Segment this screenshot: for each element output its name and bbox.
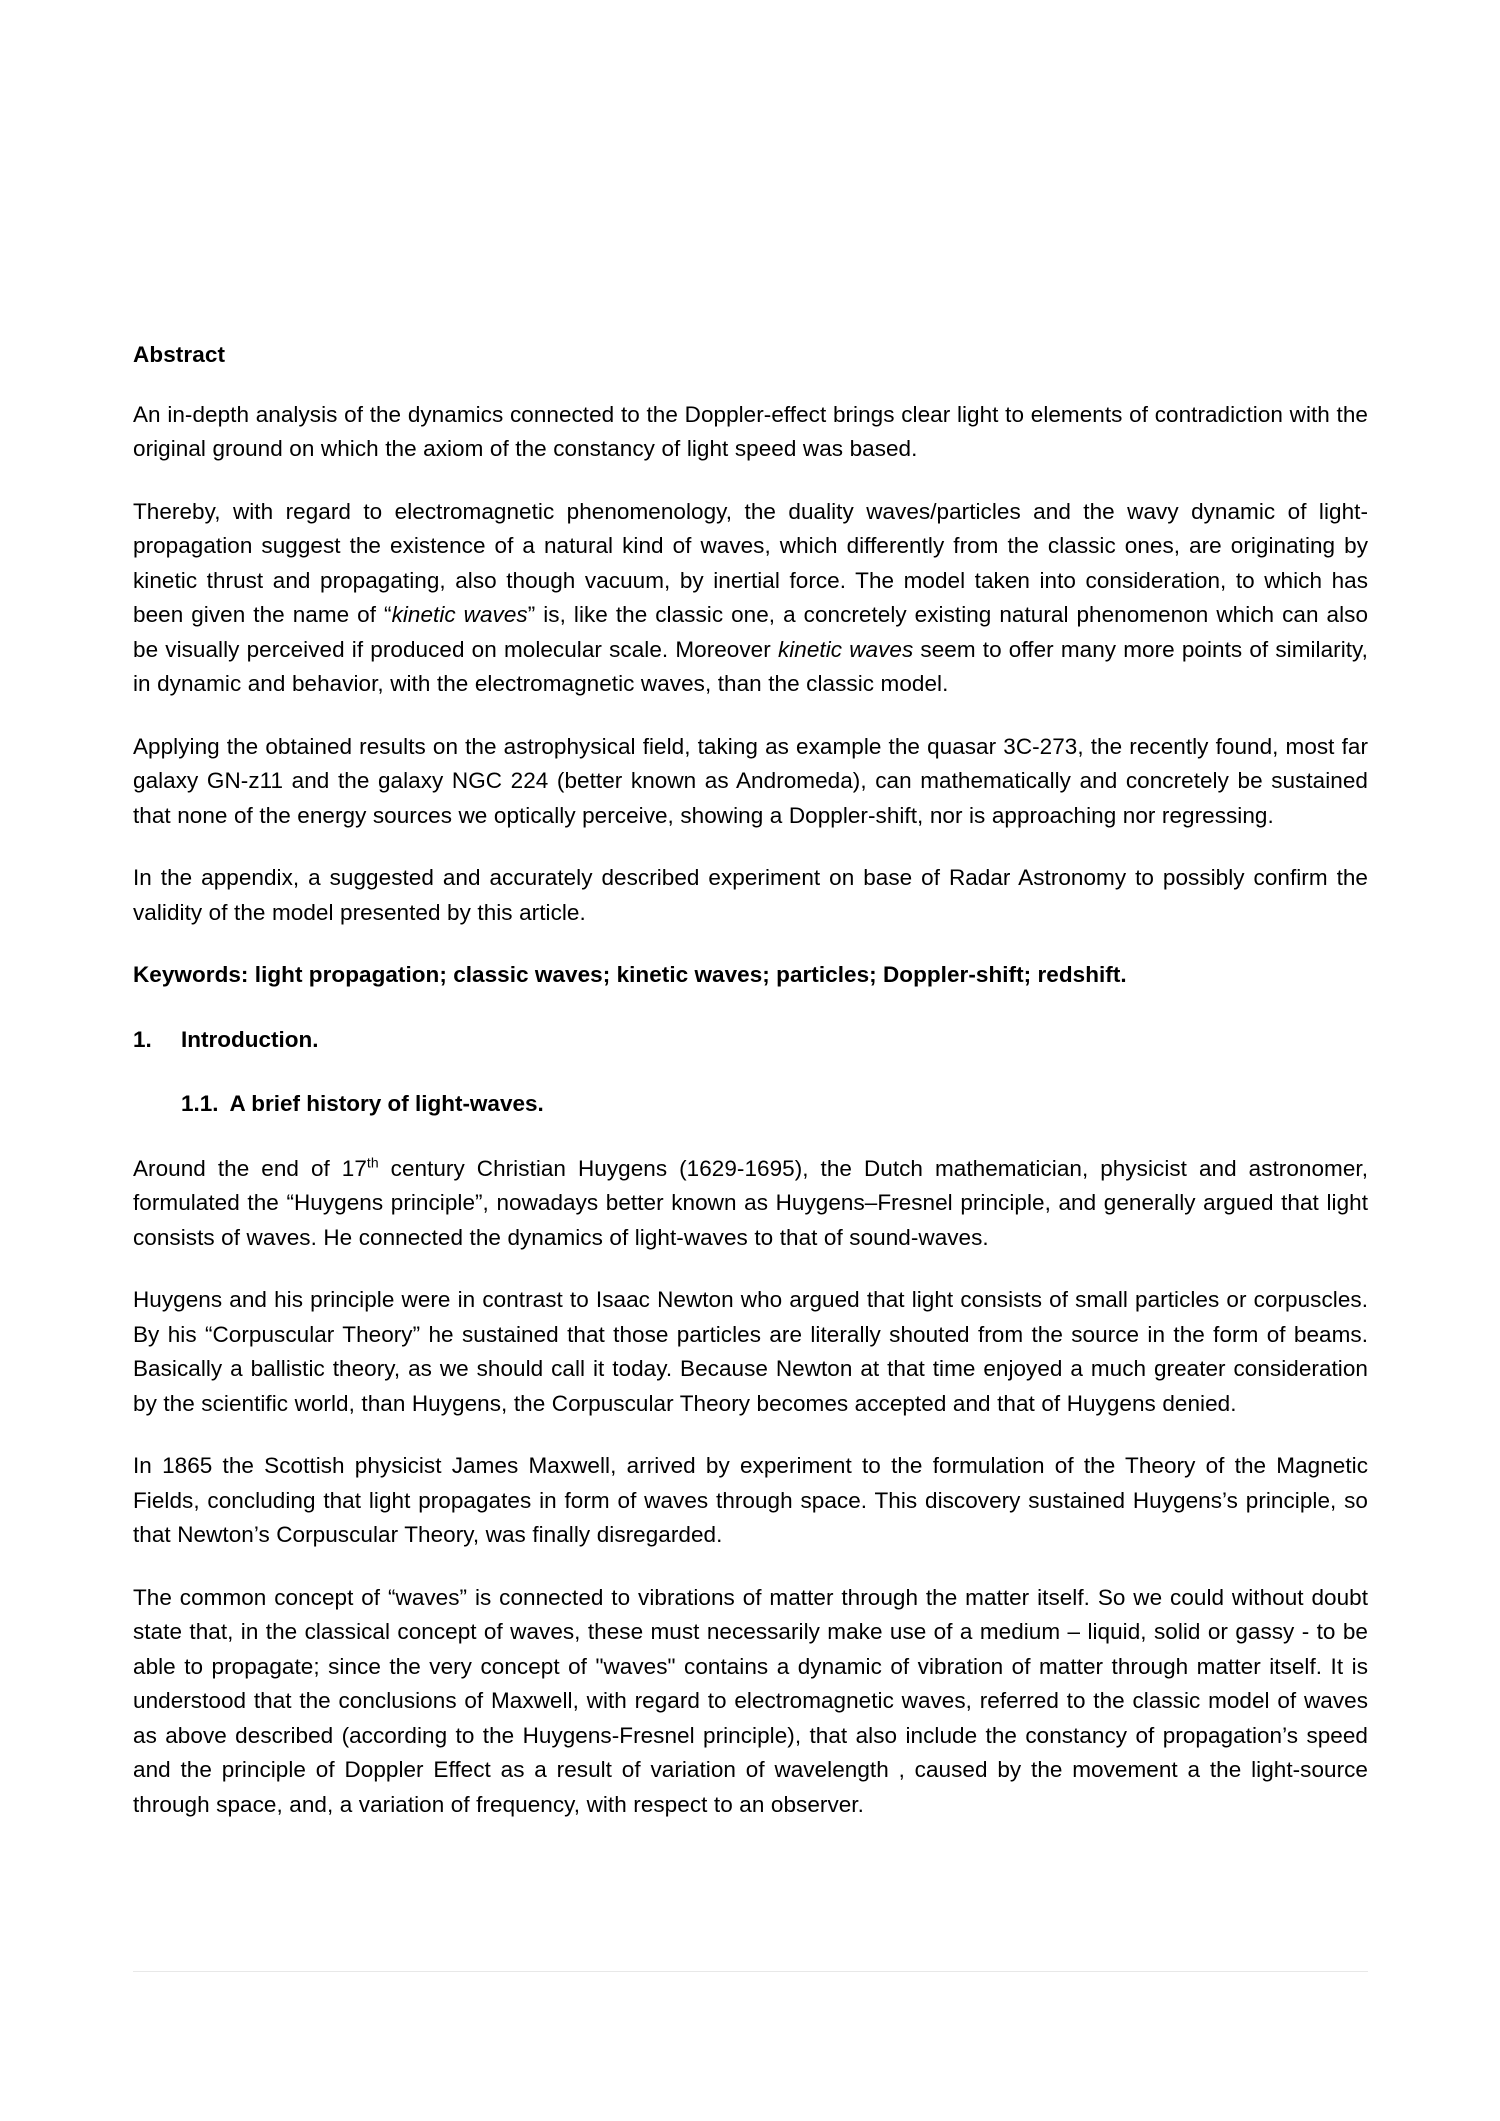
huygens-paragraph [133,1152,1368,1256]
abstract-par2-italic-1: kinetic waves [391,602,528,628]
abstract-par2-part2: ” is, like the classic one, a concretely existing natural phenomenon which can also be visually perceived if produced on molecular scale. Moreover [133,602,1369,662]
section-heading-1 [133,1023,1368,1058]
huygens-part1: Around the end of 17 [133,1155,367,1181]
section-heading-1-1 [133,1087,1368,1122]
abstract-paragraph-2 [133,495,1368,702]
abstract-paragraph-4: In the appendix, a suggested and accurately described experiment on base of Radar Astronomy to possibly confirm the validity of the model presented by this article. [133,865,1368,925]
abstract-heading: Abstract [133,342,226,367]
ordinal-superscript: th [366,1154,379,1171]
abstract-paragraph-3: Applying the obtained results on the astrophysical field, taking as example the quasar 3C-273, the recently found, most far galaxy GN-z11 and the galaxy NGC 224 (better known as Andromeda), can mathematically and concretely be sustained that none of the energy sources we optically perceive, showing a Doppler-shift, nor is approaching nor regressing. [133,733,1368,828]
body-paragraph-maxwell: In 1865 the Scottish physicist James Maxwell, arrived by experiment to the formulation of the Theory of the Magnetic Fields, concluding that light propagates in form of waves through space. This discovery sustained Huygens’s principle, so that Newton’s Corpuscular Theory, was finally disregarded. [133,1453,1368,1548]
section-1-1-title: A brief history of light-waves. [229,1091,544,1117]
section-1-1-number: 1.1. [181,1091,219,1117]
abstract-par2-italic-2: kinetic waves [777,636,914,662]
abstract-paragraph-1: An in-depth analysis of the dynamics connected to the Doppler-effect brings clear light to elements of contradiction with the original ground on which the axiom of the constancy of light speed was based. [133,401,1368,462]
footer-divider [133,1971,1368,1972]
section-1-title: Introduction. [181,1026,319,1052]
body-paragraph-waves-concept: The common concept of “waves” is connected to vibrations of matter through the matter itself. So we could without doubt state that, in the classical concept of waves, these must necessarily make use of a medium – liquid, solid or gassy - to be able to propagate; since the very concept of "waves" contains a dynamic of vibration of matter through matter itself. It is understood that the conclusions of Maxwell, with regard to electromagnetic waves, referred to the classic model of waves as above described (according to the Huygens-Fresnel principle), that also include the constancy of propagation’s speed and the principle of Doppler Effect as a result of variation of wavelength , caused by the movement a the light-source through space, and, a variation of frequency, with respect to an observer. [133,1584,1368,1817]
abstract-par2-part1: Thereby, with regard to electromagnetic phenomenology, the duality waves/particles and the wavy dynamic of light-propagation suggest the existence of a natural kind of waves, which differently from the classic ones, are originating by kinetic thrust and propagating, also though vacuum, by inertial force. The model taken into consideration, to which has been given the name of “ [133,498,1368,628]
huygens-part2: century Christian Huygens (1629-1695), the Dutch mathematician, physicist and astronomer, formulated the “Huygens principle”, nowadays better known as Huygens–Fresnel principle, and generally argued that light consists of waves. He connected the dynamics of light-waves to that of sound-waves. [133,1155,1368,1250]
abstract-par2-part3: seem to offer many more points of similarity, in dynamic and behavior, with the electromagnetic waves, than the classic model. [133,636,1368,697]
keywords-line: Keywords: light propagation; classic waves; kinetic waves; particles; Doppler-shift; redshift. [133,962,1127,988]
body-paragraph-newton: Huygens and his principle were in contrast to Isaac Newton who argued that light consists of small particles or corpuscles. By his “Corpuscular Theory” he sustained that those particles are literally shouted from the source in the form of beams. Basically a ballistic theory, as we should call it today. Because Newton at that time enjoyed a much greater consideration by the scientific world, than Huygens, the Corpuscular Theory becomes accepted and that of Huygens denied. [133,1287,1368,1416]
page-content [133,340,1368,1850]
section-1-number: 1. [133,1026,152,1052]
